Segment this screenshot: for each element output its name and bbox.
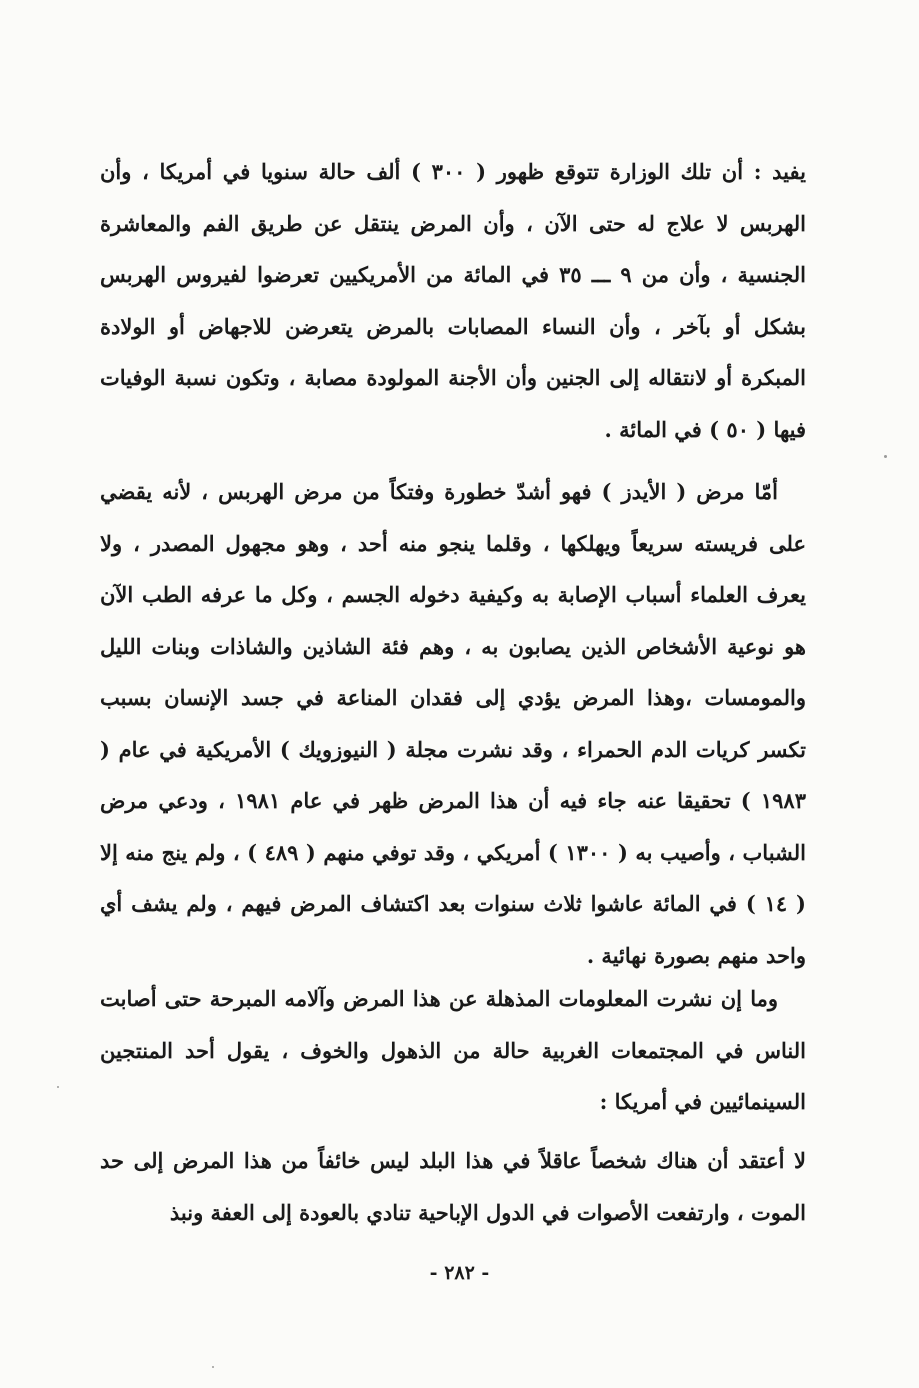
paragraph-herpes-statistics [100,146,806,455]
paragraph-public-reaction [100,973,806,1128]
paragraph-quote [100,1135,806,1238]
paragraph-text: وما إن نشرت المعلومات المذهلة عن هذا المرض وآلامه المبرحة حتى أصابت الناس في المجتمعات الغربية حالة من الذهول والخوف ، يقول أحد المنتجين السينمائيين في أمريكا : [100,986,806,1114]
scan-speck [212,1366,214,1368]
page-number: - ٢٨٢ - [429,1262,490,1284]
paragraph-aids-description [100,466,806,981]
paragraph-text: يفيد : أن تلك الوزارة تتوقع ظهور ( ٣٠٠ ) ألف حالة سنويا في أمريكا ، وأن الهربس لا علاج له حتى الآن ، وأن المرض ينتقل عن طريق الفم والمعاشرة الجنسية ، وأن من ٩ ـــ ٣٥ في المائة من الأمريكيين تعرضوا لفيروس الهربس بشكل أو بآخر ، وأن النساء المصابات بالمرض يتعرضن للاجهاض أو الولادة المبكرة أو لانتقاله إلى الجنين وأن الأجنة المولودة مصابة ، وتكون نسبة الوفيات فيها ( ٥٠ ) في المائة . [100,159,806,442]
paragraph-text: أمّا مرض ( الأيدز ) فهو أشدّ خطورة وفتكاً من مرض الهربس ، لأنه يقضي على فريسته سريعاً ويهلكها ، وقلما ينجو منه أحد ، وهو مجهول المصدر ، ولا يعرف العلماء أسباب الإصابة به وكيفية دخوله الجسم ، وكل ما عرفه الطب الآن هو نوعية الأشخاص الذين يصابون به ، وهم فئة الشاذين والشاذات وبنات الليل والمومسات ،وهذا المرض يؤدي إلى فقدان المناعة في جسد الإنسان بسبب تكسر كريات الدم الحمراء ، وقد نشرت مجلة ( النيوزويك ) الأمريكية في عام ( ١٩٨٣ ) تحقيقا عنه جاء فيه أن هذا المرض ظهر في عام ١٩٨١ ، ودعي مرض الشباب ، وأصيب به ( ١٣٠٠ ) أمريكي ، وقد توفي منهم ( ٤٨٩ ) ، ولم ينج منه إلا ( ١٤ ) في المائة عاشوا ثلاث سنوات بعد اكتشاف المرض فيهم ، ولم يشف أي واحد منهم بصورة نهائية . [100,479,806,968]
paragraph-text: لا أعتقد أن هناك شخصاً عاقلاً في هذا البلد ليس خائفاً من هذا المرض إلى حد الموت ، وارتفعت الأصوات في الدول الإباحية تنادي بالعودة إلى العفة ونبذ [100,1148,806,1225]
scan-speck [884,455,887,458]
scan-speck [57,1086,59,1088]
